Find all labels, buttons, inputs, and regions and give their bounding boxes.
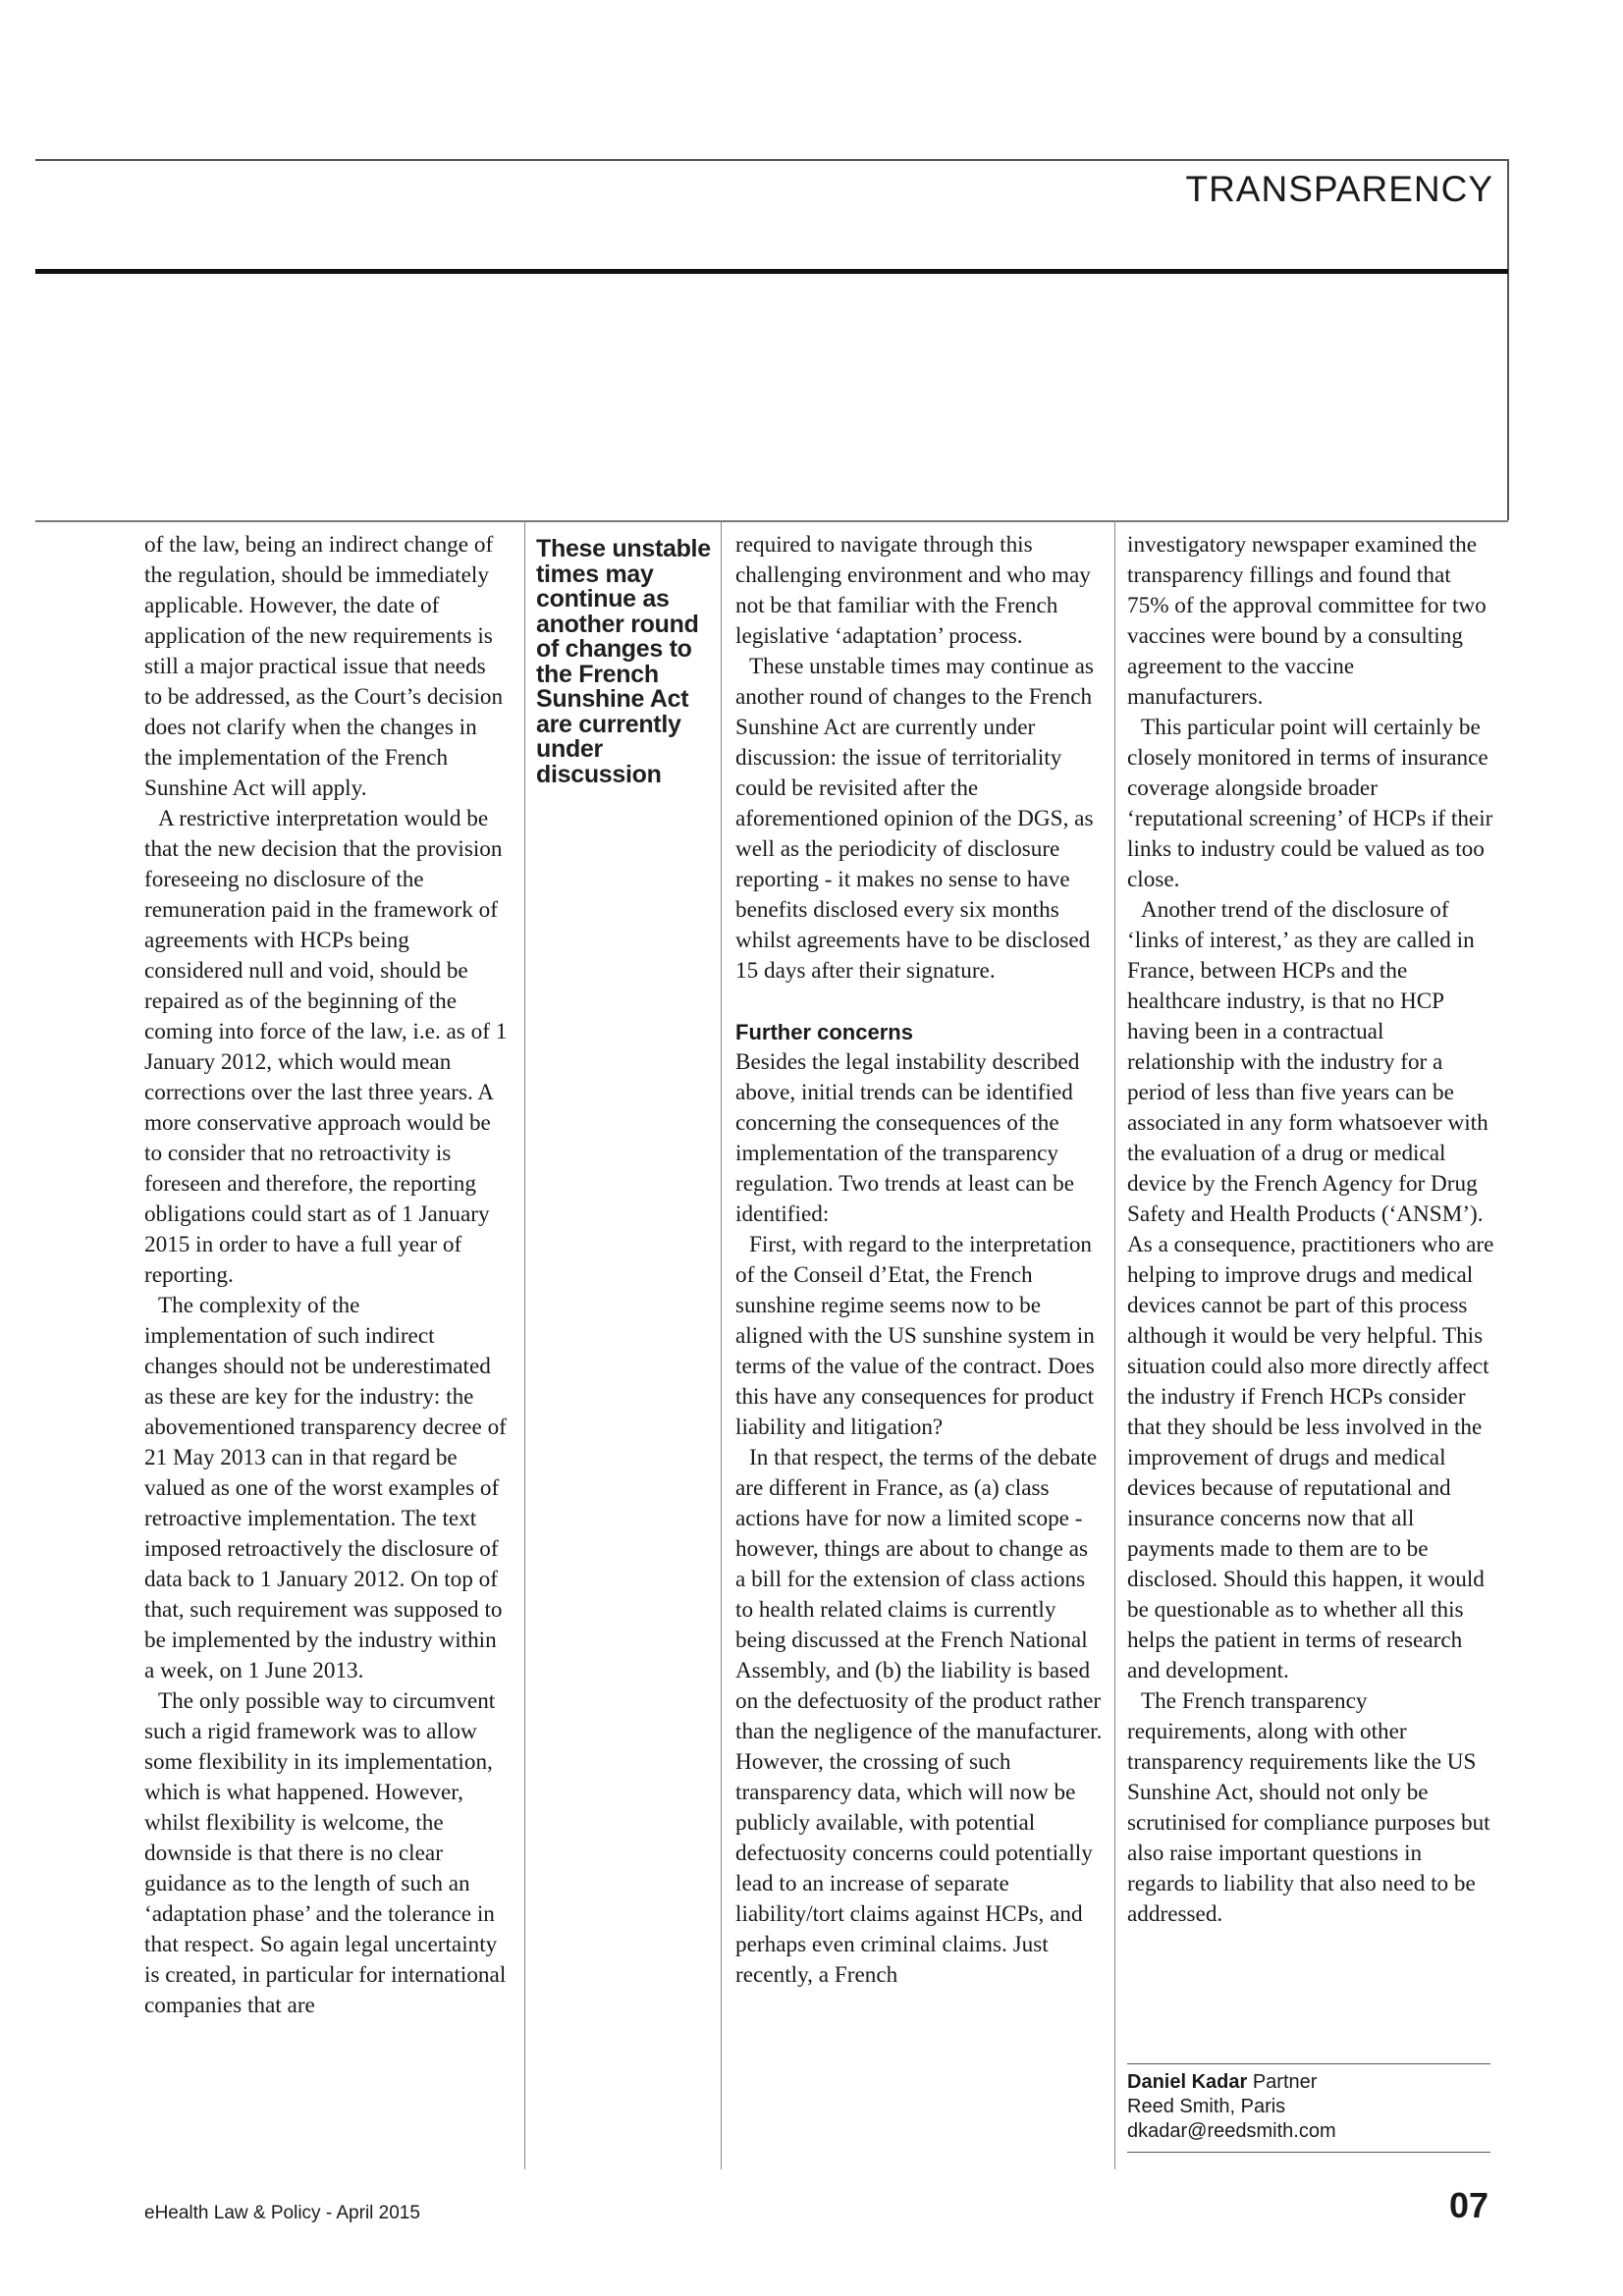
paragraph: The complexity of the implementation of such indirect changes should not be underestimated as these are key for the industry: the abovementioned transparency decree of 21 May 2013 can in that regard be valued as one of the worst examples of retroactive implementation. The text imposed retroactively the disclosure of data back to 1 January 2012. On top of that, such requirement was supposed to be implemented by the industry within a week, on 1 June 2013. (144, 1293, 507, 1683)
paragraph: required to navigate through this challenging environment and who may not be that familiar with the French legislative ‘adaptation’ process. (735, 532, 1091, 649)
paragraph: These unstable times may continue as another round of changes to the French Sunshine Act are currently under discussion: the issue of territoriality could be revisited after the aforementioned opinion of the DGS, as well as the periodicity of disclosure reporting - it makes no sense to have benefits disclosed every six months whilst agreements have to be disclosed 15 days after their signature. (735, 654, 1094, 984)
paragraph: Another trend of the disclosure of ‘links of interest,’ as they are called in France, between HCPs and the healthcare industry, is that no HCP having been in a contractual relationship with the industry for a period of less than five years can be associated in any form whatsoever with the evaluation of a drug or medical device by the French Agency for Drug Safety and Health Products (‘ANSM’). As a consequence, practitioners who are helping to improve drugs and medical devices cannot be part of this process although it would be very helpful. This situation could also more directly affect the industry if French HCPs consider that they should be less involved in the improvement of drugs and medical devices because of reputational and insurance concerns now that all payments made to them are to be disclosed. Should this happen, it would be questionable as to whether all this helps the patient in terms of research and development. (1127, 897, 1494, 1683)
paragraph: First, with regard to the interpretation of the Conseil d’Etat, the French sunshine regime seems now to be aligned with the US sunshine system in terms of the value of the contract. Does this have any consequences for product liability and litigation? (735, 1232, 1095, 1440)
paragraph: of the law, being an indirect change of the regulation, should be immediately applicable. However, the date of application of the new requirements is still a major practical issue that needs to be addressed, as the Court’s decision does not clarify when the changes in the implementation of the French Sunshine Act will apply. (144, 532, 504, 801)
paragraph: Besides the legal instability described above, initial trends can be identified concerning the consequences of the implementation of the transparency regulation. Two trends at least can be identified: (735, 1049, 1080, 1227)
author-box (1127, 2063, 1490, 2153)
article-column-2 (735, 530, 1103, 1991)
subheading: Further concerns (735, 1020, 913, 1044)
header-thick-rule (35, 269, 1508, 274)
paragraph: A restrictive interpretation would be that the new decision that the provision foreseeing no disclosure of the remuneration paid in the framework of agreements with HCPs being considered null and void, should be repaired as of the beginning of the coming into force of the law, i.e. as of 1 January 2012, which would mean corrections over the last three years. A more conservative approach would be to consider that no retroactivity is foreseen and therefore, the reporting obligations could start as of 1 January 2015 in order to have a full year of reporting. (144, 806, 508, 1288)
article-column-1 (144, 530, 508, 2021)
author-title: Partner (1252, 2071, 1318, 2093)
article-column-3 (1127, 530, 1494, 1930)
author-email: dkadar@reedsmith.com (1127, 2120, 1336, 2142)
header-top-rule (35, 159, 1508, 161)
author-firm: Reed Smith, Paris (1127, 2096, 1286, 2117)
paragraph: This particular point will certainly be closely monitored in terms of insurance coverage alongside broader ‘reputational screening’ of HCPs if their links to industry could be valued as too close. (1127, 715, 1493, 892)
pull-quote: These unstable times may continue as another round of changes to the French Sunshine Act are currently under discussion (536, 535, 711, 788)
paragraph: In that respect, the terms of the debate are different in France, as (a) class actions have for now a limited scope - however, things are about to change as a bill for the extension of class actions to health related claims is currently being discussed at the French National Assembly, and (b) the liability is based on the defectuosity of the product rather than the negligence of the manufacturer. However, the crossing of such transparency data, which will now be publicly available, with potential defectuosity concerns could potentially lead to an increase of separate liability/tort claims against HCPs, and perhaps even criminal claims. Just recently, a French (735, 1445, 1103, 1988)
header-right-rule (1507, 159, 1509, 520)
paragraph: investigatory newspaper examined the transparency fillings and found that 75% of the approval committee for two vaccines were bound by a consulting agreement to the vaccine manufacturers. (1127, 532, 1487, 710)
paragraph: The French transparency requirements, along with other transparency requirements like the US Sunshine Act, should not only be scrutinised for compliance purposes but also raise important questions in regards to liability that also need to be addressed. (1127, 1688, 1490, 1927)
section-title: TRANSPARENCY (1185, 169, 1493, 209)
column-divider (721, 520, 722, 2169)
author-name: Daniel Kadar (1127, 2071, 1248, 2093)
paragraph: The only possible way to circumvent such a rigid framework was to allow some flexibility in its implementation, which is what happened. However, whilst flexibility is welcome, the downside is that there is no clear guidance as to the length of such an ‘adaptation phase’ and the tolerance in that respect. So again legal uncertainty is created, in particular for international companies that are (144, 1688, 507, 2018)
page-number: 07 (1449, 2185, 1489, 2225)
content-top-rule (35, 520, 1508, 522)
column-divider (1114, 520, 1115, 2169)
footer-publication: eHealth Law & Policy - April 2015 (144, 2203, 420, 2223)
author-line (1127, 2070, 1490, 2095)
column-divider (524, 520, 525, 2169)
